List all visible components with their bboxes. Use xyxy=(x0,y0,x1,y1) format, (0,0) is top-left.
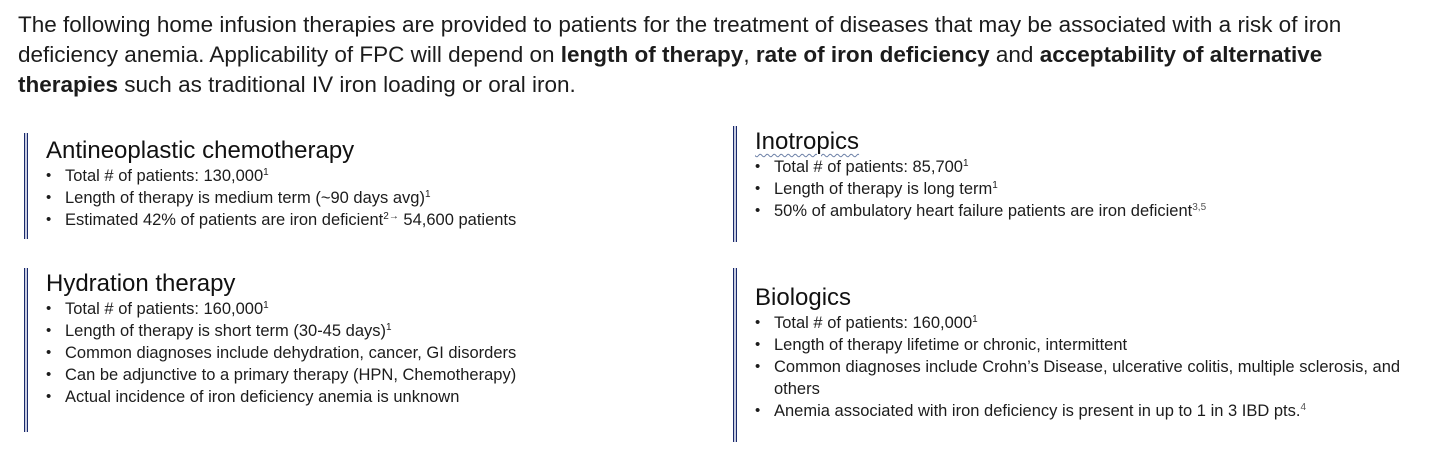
intro-bold-acceptability: acceptability of alternative therapies xyxy=(18,42,1323,97)
section-hydration xyxy=(24,270,686,432)
list-item xyxy=(755,400,1430,422)
section-title-inotropics: Inotropics xyxy=(755,128,860,155)
section-accent-bar xyxy=(24,133,28,239)
section-inotropics xyxy=(733,128,1430,240)
list-item xyxy=(46,165,686,187)
intro-bold-rate-of-iron-deficiency: rate of iron deficiency xyxy=(755,42,990,67)
bullet-text: Total # of patients: 160,000 xyxy=(65,300,264,318)
list-item xyxy=(46,298,686,320)
list-item xyxy=(755,178,1430,200)
bullet-text: Anemia associated with iron deficiency is present in up to 1 in 3 IBD pts. xyxy=(774,402,1301,420)
intro-text-3: such as traditional IV iron loading or oral iron. xyxy=(118,72,576,97)
bullet-text-tail: 54,600 patients xyxy=(398,211,517,229)
arrow-icon: → xyxy=(388,211,399,222)
bullet-list-biologics xyxy=(755,312,1430,422)
intro-bold-length-of-therapy: length of therapy xyxy=(560,42,744,67)
footnote-ref: 3,5 xyxy=(1192,202,1207,213)
footnote-ref: 1 xyxy=(263,167,269,178)
footnote-ref: 1 xyxy=(962,158,969,169)
section-title-biologics: Biologics xyxy=(755,284,852,311)
list-item xyxy=(46,386,686,408)
bullet-list-inotropics xyxy=(755,156,1430,222)
section-biologics xyxy=(733,270,1430,442)
section-accent-bar xyxy=(733,268,737,442)
section-title-chemotherapy: Antineoplastic chemotherapy xyxy=(46,137,355,164)
bullet-text: Can be adjunctive to a primary therapy (HPN, Chemotherapy) xyxy=(65,366,517,384)
list-item xyxy=(755,312,1430,334)
list-item xyxy=(46,320,686,342)
bullet-list-chemotherapy xyxy=(46,165,686,231)
section-accent-bar xyxy=(733,126,737,242)
footnote-ref: 4 xyxy=(1300,402,1306,413)
bullet-text: Common diagnoses include Crohn’s Disease, ulcerative colitis, multiple sclerosis, and others xyxy=(774,358,1401,398)
bullet-text: Total # of patients: 85,700 xyxy=(774,158,963,176)
footnote-ref: 2 xyxy=(383,211,389,222)
intro-text-2: and xyxy=(989,42,1040,67)
bullet-text: 50% of ambulatory heart failure patients are iron deficient xyxy=(774,202,1193,220)
intro-paragraph xyxy=(18,10,1418,100)
bullet-text: Length of therapy is medium term (~90 days avg) xyxy=(65,189,425,207)
bullet-text: Length of therapy is short term (30-45 days) xyxy=(65,322,386,340)
list-item xyxy=(46,364,686,386)
bullet-text: Actual incidence of iron deficiency anemia is unknown xyxy=(65,388,460,406)
bullet-text: Total # of patients: 130,000 xyxy=(65,167,264,185)
footnote-ref: 1 xyxy=(972,314,978,325)
section-accent-bar xyxy=(24,268,28,432)
intro-separator: , xyxy=(743,42,756,67)
intro-text-1: The following home infusion therapies are provided to patients for the treatment of diseases that may be associated with a risk of iron deficiency anemia. Applicability of FPC will depend on xyxy=(18,12,1342,67)
list-item xyxy=(46,209,686,231)
list-item xyxy=(755,356,1430,400)
list-item xyxy=(755,334,1430,356)
list-item xyxy=(755,156,1430,178)
section-title-hydration: Hydration therapy xyxy=(46,270,236,297)
footnote-ref: 1 xyxy=(424,189,431,200)
list-item xyxy=(46,187,686,209)
section-chemotherapy xyxy=(24,137,686,241)
bullet-text: Length of therapy is long term xyxy=(774,180,993,198)
list-item xyxy=(755,200,1430,222)
bullet-text: Estimated 42% of patients are iron deficient xyxy=(65,211,384,229)
bullet-list-hydration xyxy=(46,298,686,408)
bullet-text: Total # of patients: 160,000 xyxy=(774,314,973,332)
footnote-ref: 1 xyxy=(992,180,998,191)
bullet-text: Length of therapy lifetime or chronic, intermittent xyxy=(774,336,1128,354)
list-item xyxy=(46,342,686,364)
footnote-ref: 1 xyxy=(386,322,392,333)
footnote-ref: 1 xyxy=(263,300,269,311)
bullet-text: Common diagnoses include dehydration, cancer, GI disorders xyxy=(65,344,517,362)
